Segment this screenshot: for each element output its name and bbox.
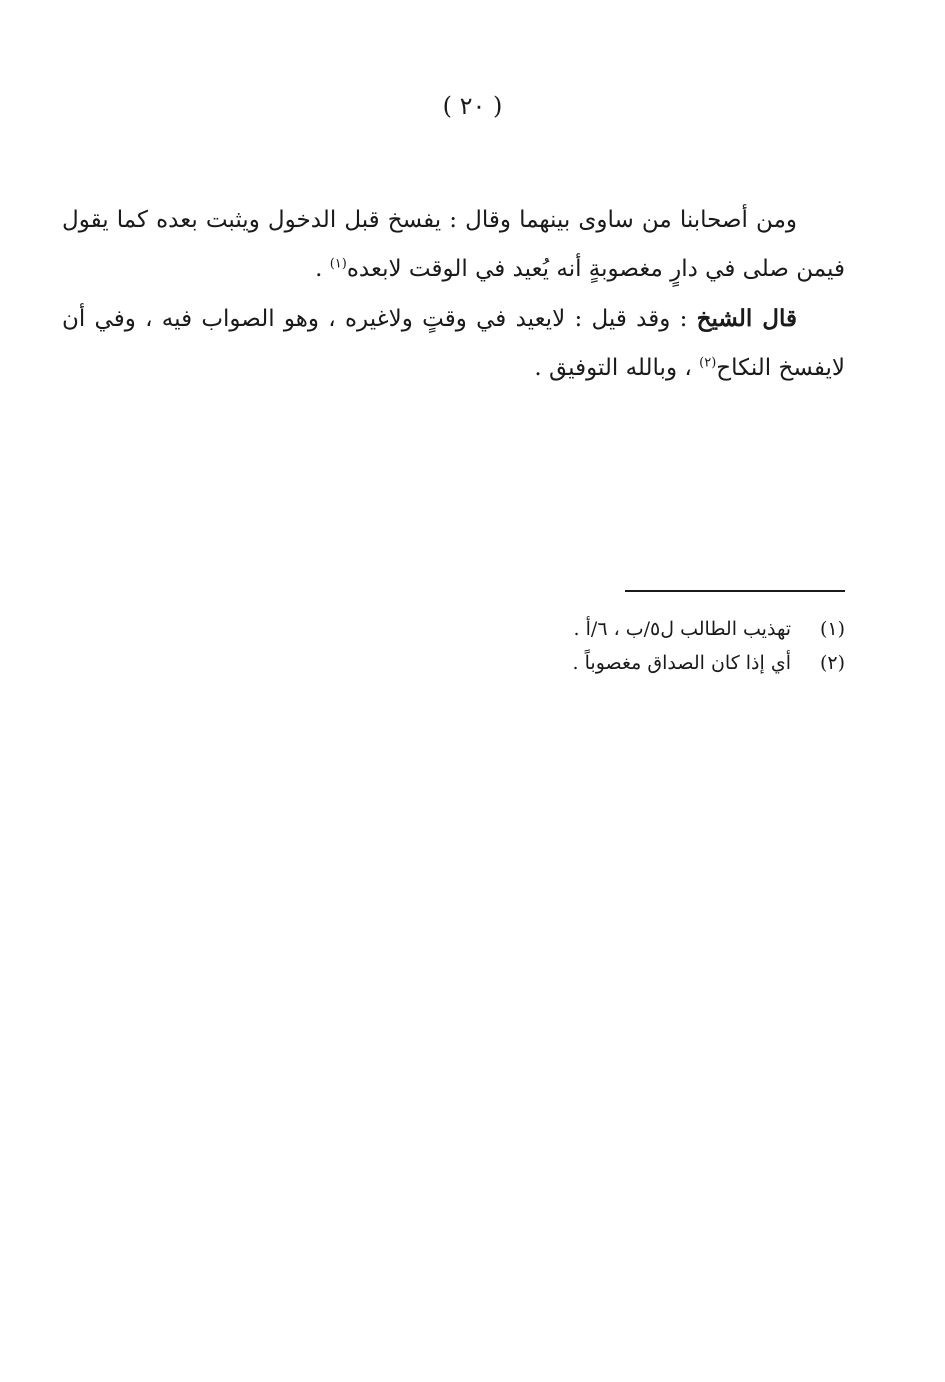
paragraph-2-text: : وقد قيل : لايعيد في وقتٍ ولاغيره ، وهو الصواب فيه ، وفي أن لايفسخ النكاح xyxy=(62,306,845,381)
footnote-text: تهذيب الطالب ل٥/ب ، ٦/أ . xyxy=(573,618,791,640)
footnote-number: (١) xyxy=(819,618,845,640)
footnote-text: أي إذا كان الصداق مغصوباً . xyxy=(572,652,791,674)
paragraph-2-end: ، وبالله التوفيق . xyxy=(534,355,700,381)
footnote-divider xyxy=(625,590,845,592)
paragraph-1-end: . xyxy=(315,256,330,282)
paragraph-1-text: ومن أصحابنا من ساوى بينهما وقال : يفسخ قبل الدخول ويثبت بعده كما يقول فيمن صلى في دارٍ مغصوبةٍ أنه يُعيد في الوقت لابعده xyxy=(62,207,845,282)
paragraph-2 xyxy=(62,294,845,393)
page-number: ( ٢٠ ) xyxy=(442,92,503,120)
footnote-number: (٢) xyxy=(819,652,845,674)
footnote-ref-1: (١) xyxy=(329,256,347,272)
main-text xyxy=(62,196,845,393)
paragraph-1 xyxy=(62,196,845,294)
footnote-2 xyxy=(400,646,845,680)
footnotes xyxy=(400,612,845,680)
footnote-ref-2: (٢) xyxy=(699,355,717,371)
speaker-label: قال الشيخ xyxy=(696,305,797,332)
footnote-1 xyxy=(400,612,845,646)
